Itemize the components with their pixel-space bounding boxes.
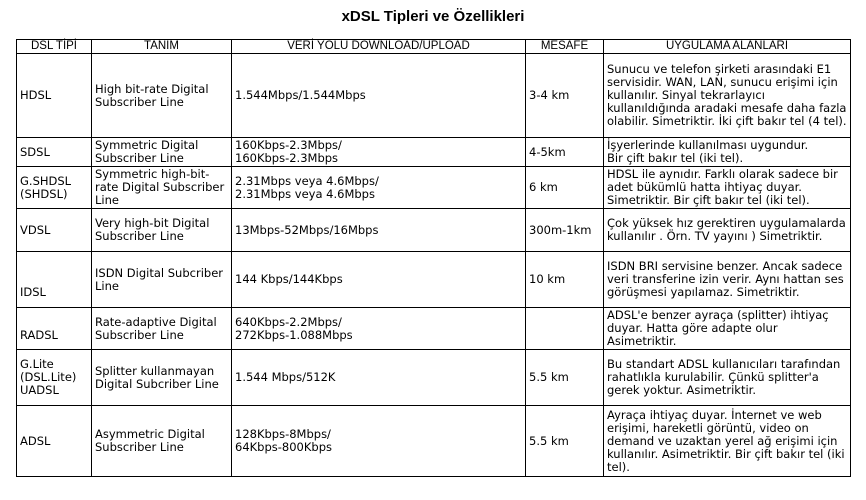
cell-definition: Asymmetric Digital Subscriber Line xyxy=(92,406,232,477)
cell-distance: 300m-1km xyxy=(526,209,604,252)
cell-definition: ISDN Digital Subcriber Line xyxy=(92,252,232,308)
cell-distance: 6 km xyxy=(526,167,604,209)
table-row xyxy=(17,350,851,406)
cell-type: HDSL xyxy=(17,54,92,138)
cell-applications: Sunucu ve telefon şirketi arasındaki E1 servisidir. WAN, LAN, sunucu erişimi için kullanılır. Sinyal tekrarlayıcı kullanıldığında aradaki mesafe daha fazla olabilir. Simetriktir. İki çift bakır tel (4 tel). xyxy=(604,54,851,138)
table-row xyxy=(17,167,851,209)
table-row xyxy=(17,209,851,252)
page-title: xDSL Tipleri ve Özellikleri xyxy=(341,8,525,25)
table-row xyxy=(17,308,851,350)
cell-applications: HDSL ile aynıdır. Farklı olarak sadece bir adet bükümlü hatta ihtiyaç duyar. Simetriktir. Bir çift bakır tel (iki tel). xyxy=(604,167,851,209)
table-row xyxy=(17,54,851,138)
cell-type: G.Lite (DSL.Lite) UADSL xyxy=(17,350,92,406)
cell-data-rate: 2.31Mbps veya 4.6Mbps/ 2.31Mbps veya 4.6Mbps xyxy=(232,167,526,209)
cell-applications: ISDN BRI servisine benzer. Ancak sadece veri transferine izin verir. Aynı hattan ses görüşmesi yapılamaz. Simetriktir. xyxy=(604,252,851,308)
cell-type: ADSL xyxy=(17,406,92,477)
cell-distance: 5.5 km xyxy=(526,406,604,477)
header-type: DSL TİPİ xyxy=(17,40,92,54)
cell-applications: Çok yüksek hız gerektiren uygulamalarda kullanılır . Örn. TV yayını ) Simetriktir. xyxy=(604,209,851,252)
cell-distance: 3-4 km xyxy=(526,54,604,138)
cell-distance: 5.5 km xyxy=(526,350,604,406)
header-data-rate: VERİ YOLU DOWNLOAD/UPLOAD xyxy=(232,40,526,54)
cell-definition: Very high-bit Digital Subscriber Line xyxy=(92,209,232,252)
header-distance: MESAFE xyxy=(526,40,604,54)
cell-distance xyxy=(526,308,604,350)
cell-applications: İşyerlerinde kullanılması uygundur. Bir çift bakır tel (iki tel). xyxy=(604,138,851,167)
cell-definition: Splitter kullanmayan Digital Subcriber Line xyxy=(92,350,232,406)
table-header-row xyxy=(17,40,851,54)
cell-type: RADSL xyxy=(17,308,92,350)
table-row xyxy=(17,252,851,308)
cell-data-rate: 160Kbps-2.3Mbps/ 160Kbps-2.3Mbps xyxy=(232,138,526,167)
cell-data-rate: 1.544 Mbps/512K xyxy=(232,350,526,406)
cell-data-rate: 1.544Mbps/1.544Mbps xyxy=(232,54,526,138)
cell-distance: 4-5km xyxy=(526,138,604,167)
cell-data-rate: 144 Kbps/144Kbps xyxy=(232,252,526,308)
header-definition: TANIM xyxy=(92,40,232,54)
cell-type: IDSL xyxy=(17,252,92,308)
cell-definition: Symmetric Digital Subscriber Line xyxy=(92,138,232,167)
table-row xyxy=(17,138,851,167)
cell-data-rate: 640Kbps-2.2Mbps/ 272Kbps-1.088Mbps xyxy=(232,308,526,350)
cell-data-rate: 128Kbps-8Mbps/ 64Kbps-800Kbps xyxy=(232,406,526,477)
cell-applications: Ayraça ihtiyaç duyar. İnternet ve web erişimi, hareketli görüntü, video on demand ve uzaktan yerel ağ erişimi için kullanılır. Asimetriktir. Bir çift bakır tel (iki tel). xyxy=(604,406,851,477)
cell-applications: Bu standart ADSL kullanıcıları tarafından rahatlıkla kurulabilir. Çünkü splitter'a gerek yoktur. Asimetriktir. xyxy=(604,350,851,406)
cell-type: VDSL xyxy=(17,209,92,252)
cell-type: G.SHDSL (SHDSL) xyxy=(17,167,92,209)
cell-distance: 10 km xyxy=(526,252,604,308)
cell-type: SDSL xyxy=(17,138,92,167)
cell-definition: High bit-rate Digital Subscriber Line xyxy=(92,54,232,138)
xdsl-table xyxy=(16,39,851,477)
cell-applications: ADSL'e benzer ayraça (splitter) ihtiyaç duyar. Hatta göre adapte olur Asimetriktir. xyxy=(604,308,851,350)
header-applications: UYGULAMA ALANLARI xyxy=(604,40,851,54)
cell-definition: Rate-adaptive Digital Subscriber Line xyxy=(92,308,232,350)
table-row xyxy=(17,406,851,477)
cell-data-rate: 13Mbps-52Mbps/16Mbps xyxy=(232,209,526,252)
cell-definition: Symmetric high-bit- rate Digital Subscriber Line xyxy=(92,167,232,209)
